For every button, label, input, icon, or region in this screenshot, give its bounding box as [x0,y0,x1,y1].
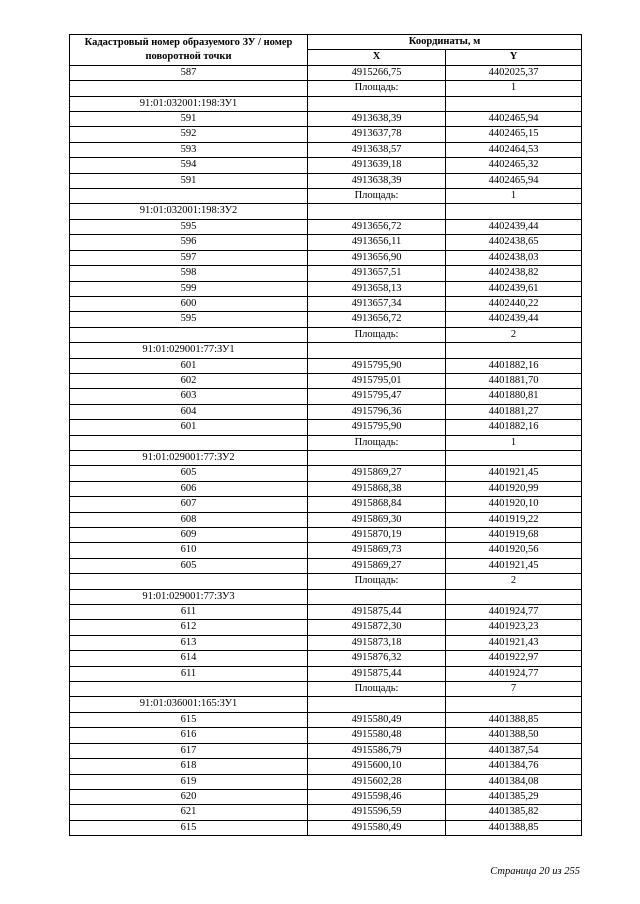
point-row [70,651,582,666]
point-number: 611 [70,666,308,681]
y-coordinate: 4401924,77 [446,605,582,620]
point-number: 617 [70,743,308,758]
point-row [70,404,582,419]
point-number: 606 [70,481,308,496]
area-row [70,327,582,342]
point-row [70,281,582,296]
y-coordinate: 4401920,99 [446,481,582,496]
point-row [70,112,582,127]
point-row [70,805,582,820]
point-number: 608 [70,512,308,527]
y-coordinate: 4401384,08 [446,774,582,789]
point-row [70,65,582,80]
point-number: 613 [70,635,308,650]
point-number: 605 [70,466,308,481]
x-coordinate: 4915868,84 [308,497,446,512]
y-coordinate: 4402465,94 [446,173,582,188]
point-row [70,142,582,157]
x-coordinate: 4913656,11 [308,235,446,250]
point-row [70,219,582,234]
x-coordinate: 4915875,44 [308,605,446,620]
y-coordinate: 4402439,44 [446,219,582,234]
point-number: 621 [70,805,308,820]
point-row [70,266,582,281]
parcel-cadastral-number: 91:01:029001:77:ЗУ3 [70,589,308,604]
point-number: 598 [70,266,308,281]
parcel-empty-cell [446,697,582,712]
page-footer: Страница 20 из 255 [490,866,580,877]
x-coordinate: 4915795,90 [308,358,446,373]
parcel-empty-cell [308,96,446,111]
point-number: 605 [70,558,308,573]
parcel-cadastral-number: 91:01:029001:77:ЗУ1 [70,343,308,358]
y-coordinate: 4401384,76 [446,759,582,774]
point-number: 601 [70,420,308,435]
x-coordinate: 4915598,46 [308,789,446,804]
point-number: 591 [70,173,308,188]
point-row [70,158,582,173]
point-row [70,743,582,758]
area-label: Площадь: [308,682,446,697]
x-coordinate: 4915796,36 [308,404,446,419]
x-coordinate: 4913656,72 [308,312,446,327]
area-value: 1 [446,435,582,450]
y-coordinate: 4401882,16 [446,358,582,373]
column-header-y: Y [446,50,582,65]
point-number: 591 [70,112,308,127]
point-row [70,528,582,543]
point-row [70,558,582,573]
x-coordinate: 4915868,38 [308,481,446,496]
point-row [70,481,582,496]
point-number: 592 [70,127,308,142]
x-coordinate: 4915580,49 [308,712,446,727]
point-row [70,820,582,835]
y-coordinate: 4402464,53 [446,142,582,157]
y-coordinate: 4401881,27 [446,404,582,419]
y-coordinate: 4401921,45 [446,466,582,481]
y-coordinate: 4402465,32 [446,158,582,173]
point-number: 603 [70,389,308,404]
point-number: 587 [70,65,308,80]
area-row [70,435,582,450]
point-number: 602 [70,373,308,388]
x-coordinate: 4915586,79 [308,743,446,758]
y-coordinate: 4401385,82 [446,805,582,820]
point-row [70,774,582,789]
y-coordinate: 4401882,16 [446,420,582,435]
x-coordinate: 4915600,10 [308,759,446,774]
coordinates-table [69,34,582,836]
point-row [70,127,582,142]
area-empty-cell [70,574,308,589]
area-row [70,189,582,204]
x-coordinate: 4913656,72 [308,219,446,234]
y-coordinate: 4402438,65 [446,235,582,250]
x-coordinate: 4915869,27 [308,558,446,573]
area-row [70,81,582,96]
point-number: 615 [70,820,308,835]
area-empty-cell [70,682,308,697]
point-number: 594 [70,158,308,173]
point-number: 593 [70,142,308,157]
area-value: 7 [446,682,582,697]
y-coordinate: 4402465,15 [446,127,582,142]
column-header-x: X [308,50,446,65]
x-coordinate: 4915580,49 [308,820,446,835]
point-row [70,296,582,311]
y-coordinate: 4401388,85 [446,712,582,727]
area-value: 1 [446,81,582,96]
area-label: Площадь: [308,435,446,450]
x-coordinate: 4913638,39 [308,112,446,127]
x-coordinate: 4915873,18 [308,635,446,650]
parcel-empty-cell [446,450,582,465]
x-coordinate: 4915875,44 [308,666,446,681]
point-number: 596 [70,235,308,250]
point-number: 597 [70,250,308,265]
point-number: 614 [70,651,308,666]
parcel-empty-cell [308,204,446,219]
area-value: 2 [446,574,582,589]
parcel-row [70,343,582,358]
point-row [70,759,582,774]
x-coordinate: 4915795,47 [308,389,446,404]
y-coordinate: 4402438,03 [446,250,582,265]
point-number: 599 [70,281,308,296]
parcel-cadastral-number: 91:01:036001:165:ЗУ1 [70,697,308,712]
point-row [70,389,582,404]
point-number: 615 [70,712,308,727]
column-header-number: Кадастровый номер образуемого ЗУ / номер поворотной точки [70,35,308,66]
parcel-empty-cell [446,204,582,219]
parcel-empty-cell [446,343,582,358]
y-coordinate: 4401923,23 [446,620,582,635]
area-empty-cell [70,189,308,204]
parcel-empty-cell [308,589,446,604]
column-header-coordinates: Координаты, м [308,35,582,50]
point-row [70,789,582,804]
y-coordinate: 4401881,70 [446,373,582,388]
x-coordinate: 4915869,27 [308,466,446,481]
y-coordinate: 4402025,37 [446,65,582,80]
x-coordinate: 4915869,30 [308,512,446,527]
x-coordinate: 4915580,48 [308,728,446,743]
y-coordinate: 4401919,22 [446,512,582,527]
area-label: Площадь: [308,574,446,589]
point-row [70,250,582,265]
y-coordinate: 4402438,82 [446,266,582,281]
point-number: 616 [70,728,308,743]
y-coordinate: 4401920,56 [446,543,582,558]
y-coordinate: 4401385,29 [446,789,582,804]
x-coordinate: 4913657,34 [308,296,446,311]
point-number: 600 [70,296,308,311]
point-row [70,712,582,727]
y-coordinate: 4402439,44 [446,312,582,327]
x-coordinate: 4915876,32 [308,651,446,666]
point-number: 611 [70,605,308,620]
point-row [70,728,582,743]
y-coordinate: 4401880,81 [446,389,582,404]
y-coordinate: 4402439,61 [446,281,582,296]
x-coordinate: 4913637,78 [308,127,446,142]
area-label: Площадь: [308,327,446,342]
area-row [70,574,582,589]
parcel-empty-cell [308,697,446,712]
x-coordinate: 4913638,39 [308,173,446,188]
area-label: Площадь: [308,189,446,204]
x-coordinate: 4913658,13 [308,281,446,296]
parcel-cadastral-number: 91:01:032001:198:ЗУ1 [70,96,308,111]
x-coordinate: 4915872,30 [308,620,446,635]
point-number: 619 [70,774,308,789]
parcel-cadastral-number: 91:01:032001:198:ЗУ2 [70,204,308,219]
parcel-empty-cell [308,450,446,465]
x-coordinate: 4915795,90 [308,420,446,435]
table-body [70,65,582,835]
point-row [70,605,582,620]
point-row [70,620,582,635]
y-coordinate: 4401922,97 [446,651,582,666]
point-row [70,512,582,527]
parcel-row [70,697,582,712]
point-number: 604 [70,404,308,419]
x-coordinate: 4913656,90 [308,250,446,265]
point-row [70,358,582,373]
area-empty-cell [70,327,308,342]
x-coordinate: 4915602,28 [308,774,446,789]
y-coordinate: 4401388,85 [446,820,582,835]
x-coordinate: 4913638,57 [308,142,446,157]
parcel-empty-cell [446,589,582,604]
point-number: 610 [70,543,308,558]
point-row [70,543,582,558]
area-empty-cell [70,81,308,96]
parcel-row [70,589,582,604]
area-empty-cell [70,435,308,450]
point-row [70,373,582,388]
y-coordinate: 4401920,10 [446,497,582,512]
point-row [70,235,582,250]
point-row [70,666,582,681]
x-coordinate: 4915795,01 [308,373,446,388]
parcel-empty-cell [446,96,582,111]
point-number: 607 [70,497,308,512]
area-value: 2 [446,327,582,342]
x-coordinate: 4913639,18 [308,158,446,173]
point-number: 595 [70,219,308,234]
y-coordinate: 4401921,43 [446,635,582,650]
point-number: 601 [70,358,308,373]
x-coordinate: 4915870,19 [308,528,446,543]
point-row [70,635,582,650]
y-coordinate: 4402440,22 [446,296,582,311]
point-row [70,420,582,435]
y-coordinate: 4401388,50 [446,728,582,743]
point-number: 609 [70,528,308,543]
y-coordinate: 4401919,68 [446,528,582,543]
point-number: 618 [70,759,308,774]
x-coordinate: 4915869,73 [308,543,446,558]
y-coordinate: 4402465,94 [446,112,582,127]
point-row [70,312,582,327]
area-row [70,682,582,697]
table-header [70,35,582,66]
point-number: 612 [70,620,308,635]
point-row [70,497,582,512]
x-coordinate: 4915596,59 [308,805,446,820]
area-value: 1 [446,189,582,204]
x-coordinate: 4915266,75 [308,65,446,80]
parcel-cadastral-number: 91:01:029001:77:ЗУ2 [70,450,308,465]
x-coordinate: 4913657,51 [308,266,446,281]
parcel-empty-cell [308,343,446,358]
parcel-row [70,204,582,219]
area-label: Площадь: [308,81,446,96]
point-number: 620 [70,789,308,804]
parcel-row [70,450,582,465]
point-number: 595 [70,312,308,327]
y-coordinate: 4401924,77 [446,666,582,681]
point-row [70,466,582,481]
y-coordinate: 4401387,54 [446,743,582,758]
point-row [70,173,582,188]
parcel-row [70,96,582,111]
y-coordinate: 4401921,45 [446,558,582,573]
